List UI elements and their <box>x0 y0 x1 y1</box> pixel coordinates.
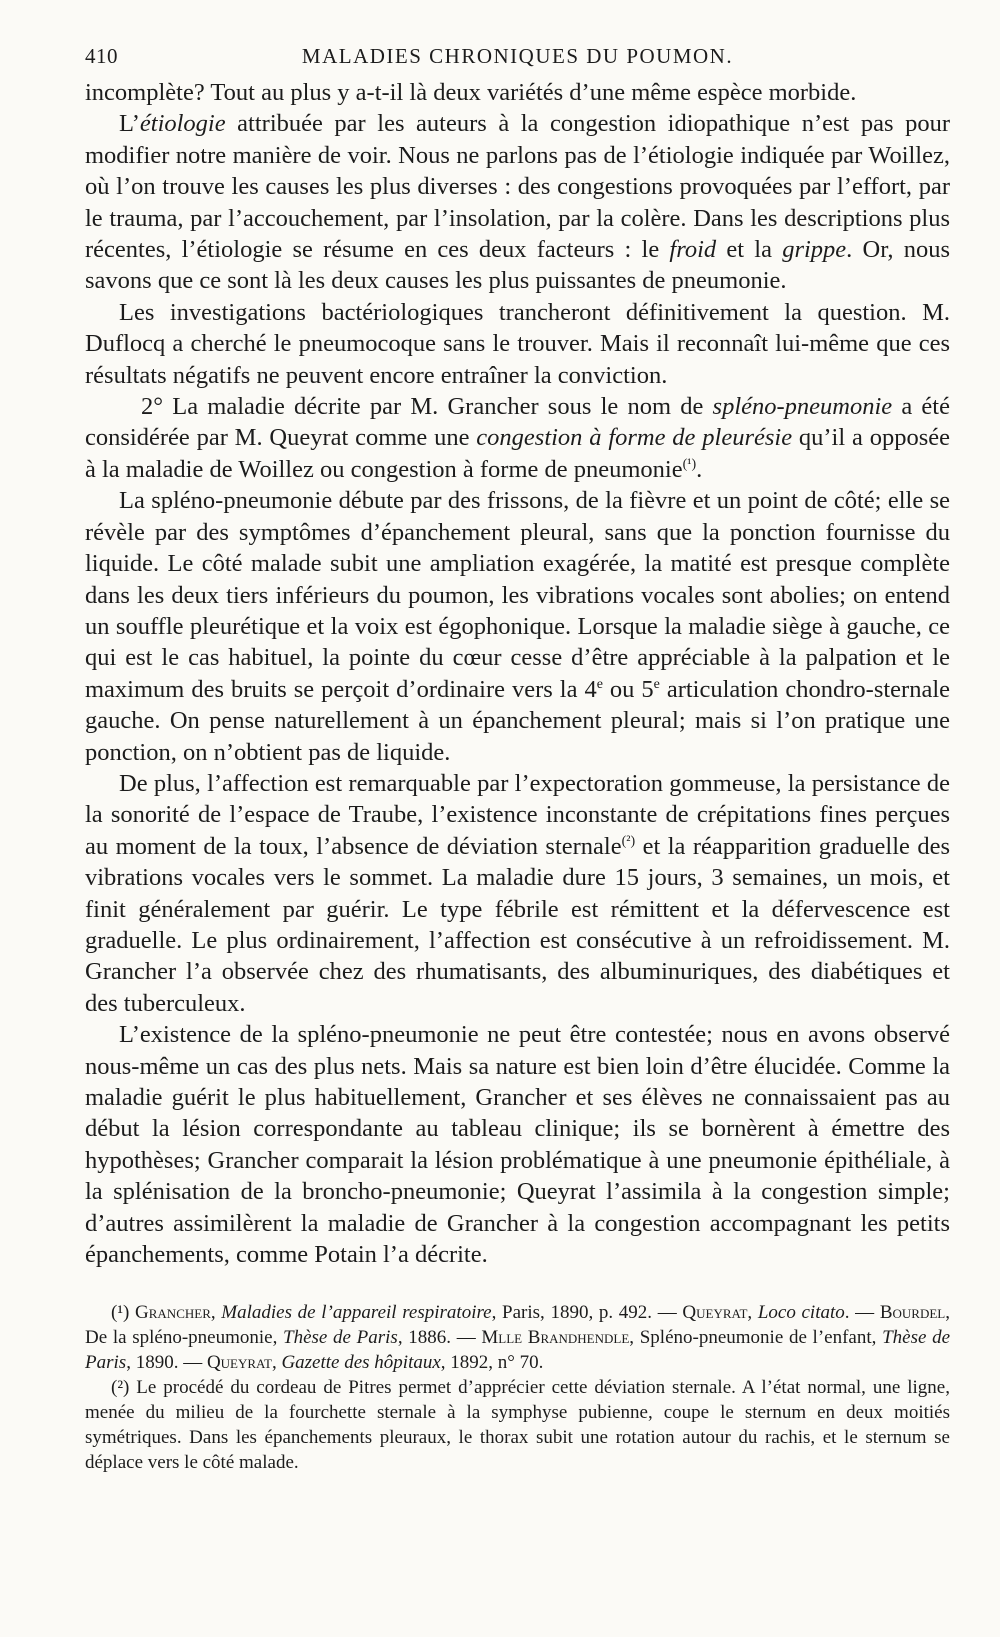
text-run: (²) Le procédé du cordeau de Pitres permet d’apprécier cette déviation sternale. A l’état normal, une ligne, menée du milieu de la fourchette sternale à la symphyse pubienne, coupe le sternum en deux moitiés symétriques. Dans les épanchements pleuraux, le thorax subit une rotation autour du rachis, et le sternum se déplace vers le côté malade. <box>85 1377 950 1474</box>
text-run: De plus, l’affection est remarquable par l’expectoration gommeuse, la persistance de la sonorité de l’espace de Traube, l’existence inconstante de crépitations fines perçues au moment de la toux, l’absence de déviation sternale <box>85 769 950 860</box>
text-run: et la <box>716 236 783 264</box>
text-run: , 1892, n° 70. <box>440 1352 544 1374</box>
paragraph <box>85 768 950 1019</box>
italic-text: grippe <box>782 236 847 264</box>
paragraph <box>85 77 950 108</box>
italic-text: Maladies de l’appareil respiratoire <box>221 1302 492 1324</box>
paragraph <box>85 485 950 768</box>
small-caps-name: Bourdel <box>879 1302 946 1324</box>
superscript: e <box>596 676 603 692</box>
text-run: L’existence de la spléno-pneumonie ne peut être contestée; nous en avons observé nous-même un cas des plus nets. Mais sa nature est bien loin d’être élucidée. Comme la maladie guérit le plus habituellement, Grancher et ses élèves ne connaissaient pas au début la lésion correspondante au tableau clinique; ils se bornèrent à émettre des hypothèses; Grancher comparait la lésion problématique à une pneumonie épithéliale, à la splénisation de la broncho-pneumonie; Queyrat l’assimila à la congestion simple; d’autres assimilèrent la maladie de Grancher à la congestion accompagnant les petits épanchements, comme Potain l’a décrite. <box>85 1021 950 1269</box>
text-run: Les investigations bactériologiques trancheront définitivement la question. M. Duflocq a cherché le pneumocoque sans le trouver. Mais il reconnaît lui-même que ces résultats négatifs ne peuvent encore entraîner la conviction. <box>85 298 950 389</box>
text-run: (¹) <box>111 1302 136 1324</box>
text-run: La spléno-pneumonie débute par des frissons, de la fièvre et un point de côté; elle se révèle par des symptômes d’épanchement pleural, sans que la ponction fournisse du liquide. Le côté malade subit une ampliation exagérée, la matité est presque complète dans les deux tiers inférieurs du poumon, les vibrations vocales sont abolies; on entend un souffle pleurétique et la voix est égophonique. Lorsque la maladie siège à gauche, ce qui est le cas habituel, la pointe du cœur cesse d’être appréciable à la palpation et le maximum des bruits se perçoit d’ordinaire vers la 4 <box>85 487 950 703</box>
superscript: (¹) <box>682 456 697 472</box>
text-run: 2° La maladie décrite par M. Grancher sous le nom de <box>141 393 713 421</box>
italic-text: Gazette des hôpitaux <box>281 1352 441 1374</box>
italic-text: congestion à forme de pleurésie <box>476 424 793 452</box>
text-run: qu’il a opposée à la maladie de Woillez ou congestion à forme de pneumonie <box>85 424 950 483</box>
body-text <box>85 77 950 1270</box>
text-run: . Or, nous savons que ce sont là les deux causes les plus puissantes de pneumonie. <box>85 236 950 295</box>
italic-text: Thèse de Paris <box>85 1327 951 1374</box>
italic-text: spléno-pneumonie <box>712 393 893 421</box>
paragraph <box>85 1019 950 1270</box>
text-run: , <box>271 1352 282 1374</box>
running-title: MALADIES CHRONIQUES DU POUMON. <box>301 44 734 68</box>
paragraph <box>85 391 950 485</box>
superscript: (²) <box>621 833 636 849</box>
text-run: , <box>747 1302 758 1324</box>
paragraph <box>85 108 950 296</box>
text-run: L’ <box>119 110 140 138</box>
superscript: e <box>653 676 660 692</box>
text-run: , <box>210 1302 222 1324</box>
text-run: , De la spléno-pneumonie, <box>85 1302 950 1349</box>
footnotes <box>85 1300 950 1475</box>
text-run: . <box>696 455 703 483</box>
italic-text: Thèse de Paris <box>283 1327 398 1349</box>
text-run: a été considérée par M. Queyrat comme une <box>85 393 950 452</box>
text-run: ou 5 <box>602 675 654 703</box>
italic-text: froid <box>669 236 717 264</box>
footnote <box>85 1375 950 1475</box>
small-caps-name: Queyrat <box>682 1302 748 1324</box>
footnote <box>85 1300 950 1375</box>
text-run: articulation chondro-sternale gauche. On pense naturellement à un épanchement pleural; mais si l’on pratique une ponction, on n’obtient pas de liquide. <box>85 675 951 766</box>
italic-text: étiologie <box>139 110 226 138</box>
text-run: , 1886. — <box>397 1327 482 1349</box>
text-run: . — <box>844 1302 880 1324</box>
text-run: incomplète? Tout au plus y a-t-il là deux variétés d’une même espèce morbide. <box>85 79 857 106</box>
text-run: attribuée par les auteurs à la congestion idiopathique n’est pas pour modifier notre manière de voir. Nous ne parlons pas de l’étiologie indiquée par Woillez, où l’on trouve les causes les plus diverses : des congestions provoquées par l’effort, par le trauma, par l’accouchement, par l’insolation, par la colère. Dans les descriptions plus récentes, l’étiologie se résume en ces deux facteurs : le <box>85 110 950 264</box>
text-run: , Paris, 1890, p. 492. — <box>491 1302 683 1324</box>
paragraph <box>85 297 950 391</box>
small-caps-name: Mlle Brandhendle <box>481 1327 630 1349</box>
running-header <box>85 44 950 69</box>
text-run: , Spléno-pneumonie de l’enfant, <box>629 1327 883 1349</box>
italic-text: Loco citato <box>757 1302 845 1324</box>
page-number: 410 <box>85 44 118 68</box>
small-caps-name: Queyrat <box>206 1352 272 1374</box>
small-caps-name: Grancher <box>135 1302 211 1324</box>
text-run: , 1890. — <box>126 1352 207 1374</box>
text-run: et la réapparition graduelle des vibrations vocales vers le sommet. La maladie dure 15 jours, 3 semaines, un mois, et finit généralement par guérir. Le type fébrile est rémittent et la défervescence est graduelle. Le plus ordinairement, l’affection est consécutive à un refroidissement. M. Grancher l’a observée chez des rhumatisants, des albuminuriques, des diabétiques et des tuberculeux. <box>85 832 950 1017</box>
